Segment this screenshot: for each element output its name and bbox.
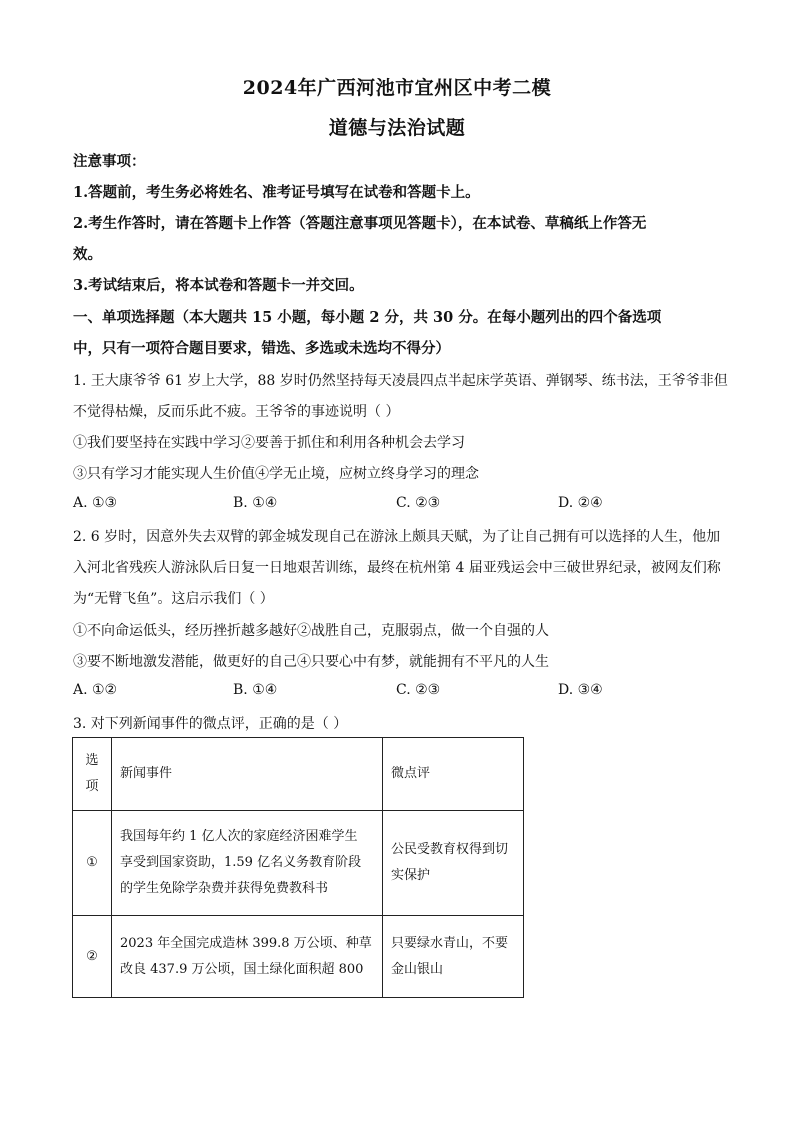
question-2-option-c[interactable]: C. ②③	[396, 682, 441, 698]
notice-item: 效。	[73, 246, 102, 263]
table-row	[73, 811, 524, 916]
question-1-option-b[interactable]: B. ①④	[233, 495, 278, 511]
header-option: 选 项	[73, 738, 112, 811]
question-2-option-d[interactable]: D. ③④	[558, 682, 603, 698]
row-news: 我国每年约 1 亿人次的家庭经济困难学生 享受到国家资助，1.59 亿名义务教育阶段 的学生免除学杂费并获得免费教科书	[112, 811, 383, 916]
table-row	[73, 916, 524, 998]
question-2-statement: ③要不断地激发潜能，做更好的自己④只要心中有梦，就能拥有不平凡的人生	[73, 654, 549, 670]
row-comment: 只要绿水青山，不要 金山银山	[383, 916, 524, 998]
question-1-option-c[interactable]: C. ②③	[396, 495, 441, 511]
row-news: 2023 年全国完成造林 399.8 万公顷、种草 改良 437.9 万公顷，国土绿化面积超 800	[112, 916, 383, 998]
row-comment: 公民受教育权得到切 实保护	[383, 811, 524, 916]
section-heading: 一、单项选择题（本大题共 15 小题，每小题 2 分，共 30 分。在每小题列出的四个备选项	[73, 309, 662, 326]
question-2-option-b[interactable]: B. ①④	[233, 682, 278, 698]
question-1-option-a[interactable]: A. ①③	[73, 495, 118, 511]
question-2-text: 入河北省残疾人游泳队后日复一日地艰苦训练，最终在杭州第 4 届亚残运会中三破世界纪录，被网友们称	[73, 560, 721, 576]
table-header-row	[73, 738, 524, 811]
question-3-text: 3. 对下列新闻事件的微点评，正确的是（ ）	[73, 716, 348, 732]
header-news: 新闻事件	[112, 738, 383, 811]
question-2-text: 2. 6 岁时，因意外失去双臂的郭金城发现自己在游泳上颇具天赋，为了让自己拥有可以选择的人生，他加	[73, 529, 721, 545]
notice-item: 2.考生作答时，请在答题卡上作答（答题注意事项见答题卡），在本试卷、草稿纸上作答无	[73, 215, 647, 232]
notice-item: 1.答题前，考生务必将姓名、准考证号填写在试卷和答题卡上。	[73, 184, 480, 201]
question-1-statement: ①我们要坚持在实践中学习②要善于抓住和利用各种机会去学习	[73, 435, 465, 451]
row-option: ②	[73, 916, 112, 998]
row-option: ①	[73, 811, 112, 916]
question-2-option-a[interactable]: A. ①②	[73, 682, 118, 698]
question-2-text: 为“无臂飞鱼”。这启示我们（ ）	[73, 591, 274, 607]
section-heading: 中，只有一项符合题目要求，错选、多选或未选均不得分）	[73, 340, 450, 357]
notice-item: 3.考试结束后，将本试卷和答题卡一并交回。	[73, 277, 364, 294]
question-1-text: 1. 王大康爷爷 61 岁上大学，88 岁时仍然坚持每天凌晨四点半起床学英语、弹钢琴、练书法，王爷爷非但	[73, 373, 728, 389]
header-comment: 微点评	[383, 738, 524, 811]
question-1-option-d[interactable]: D. ②④	[558, 495, 603, 511]
notice-heading: 注意事项：	[73, 153, 146, 170]
question-2-statement: ①不向命运低头，经历挫折越多越好②战胜自己，克服弱点，做一个自强的人	[73, 623, 549, 639]
news-comment-table	[72, 737, 524, 998]
question-1-statement: ③只有学习才能实现人生价值④学无止境，应树立终身学习的理念	[73, 466, 479, 482]
exam-subtitle: 道德与法治试题	[328, 117, 466, 139]
exam-title: 2024年广西河池市宜州区中考二模	[242, 77, 552, 99]
question-1-text: 不觉得枯燥，反而乐此不疲。王爷爷的事迹说明（ ）	[73, 404, 400, 420]
